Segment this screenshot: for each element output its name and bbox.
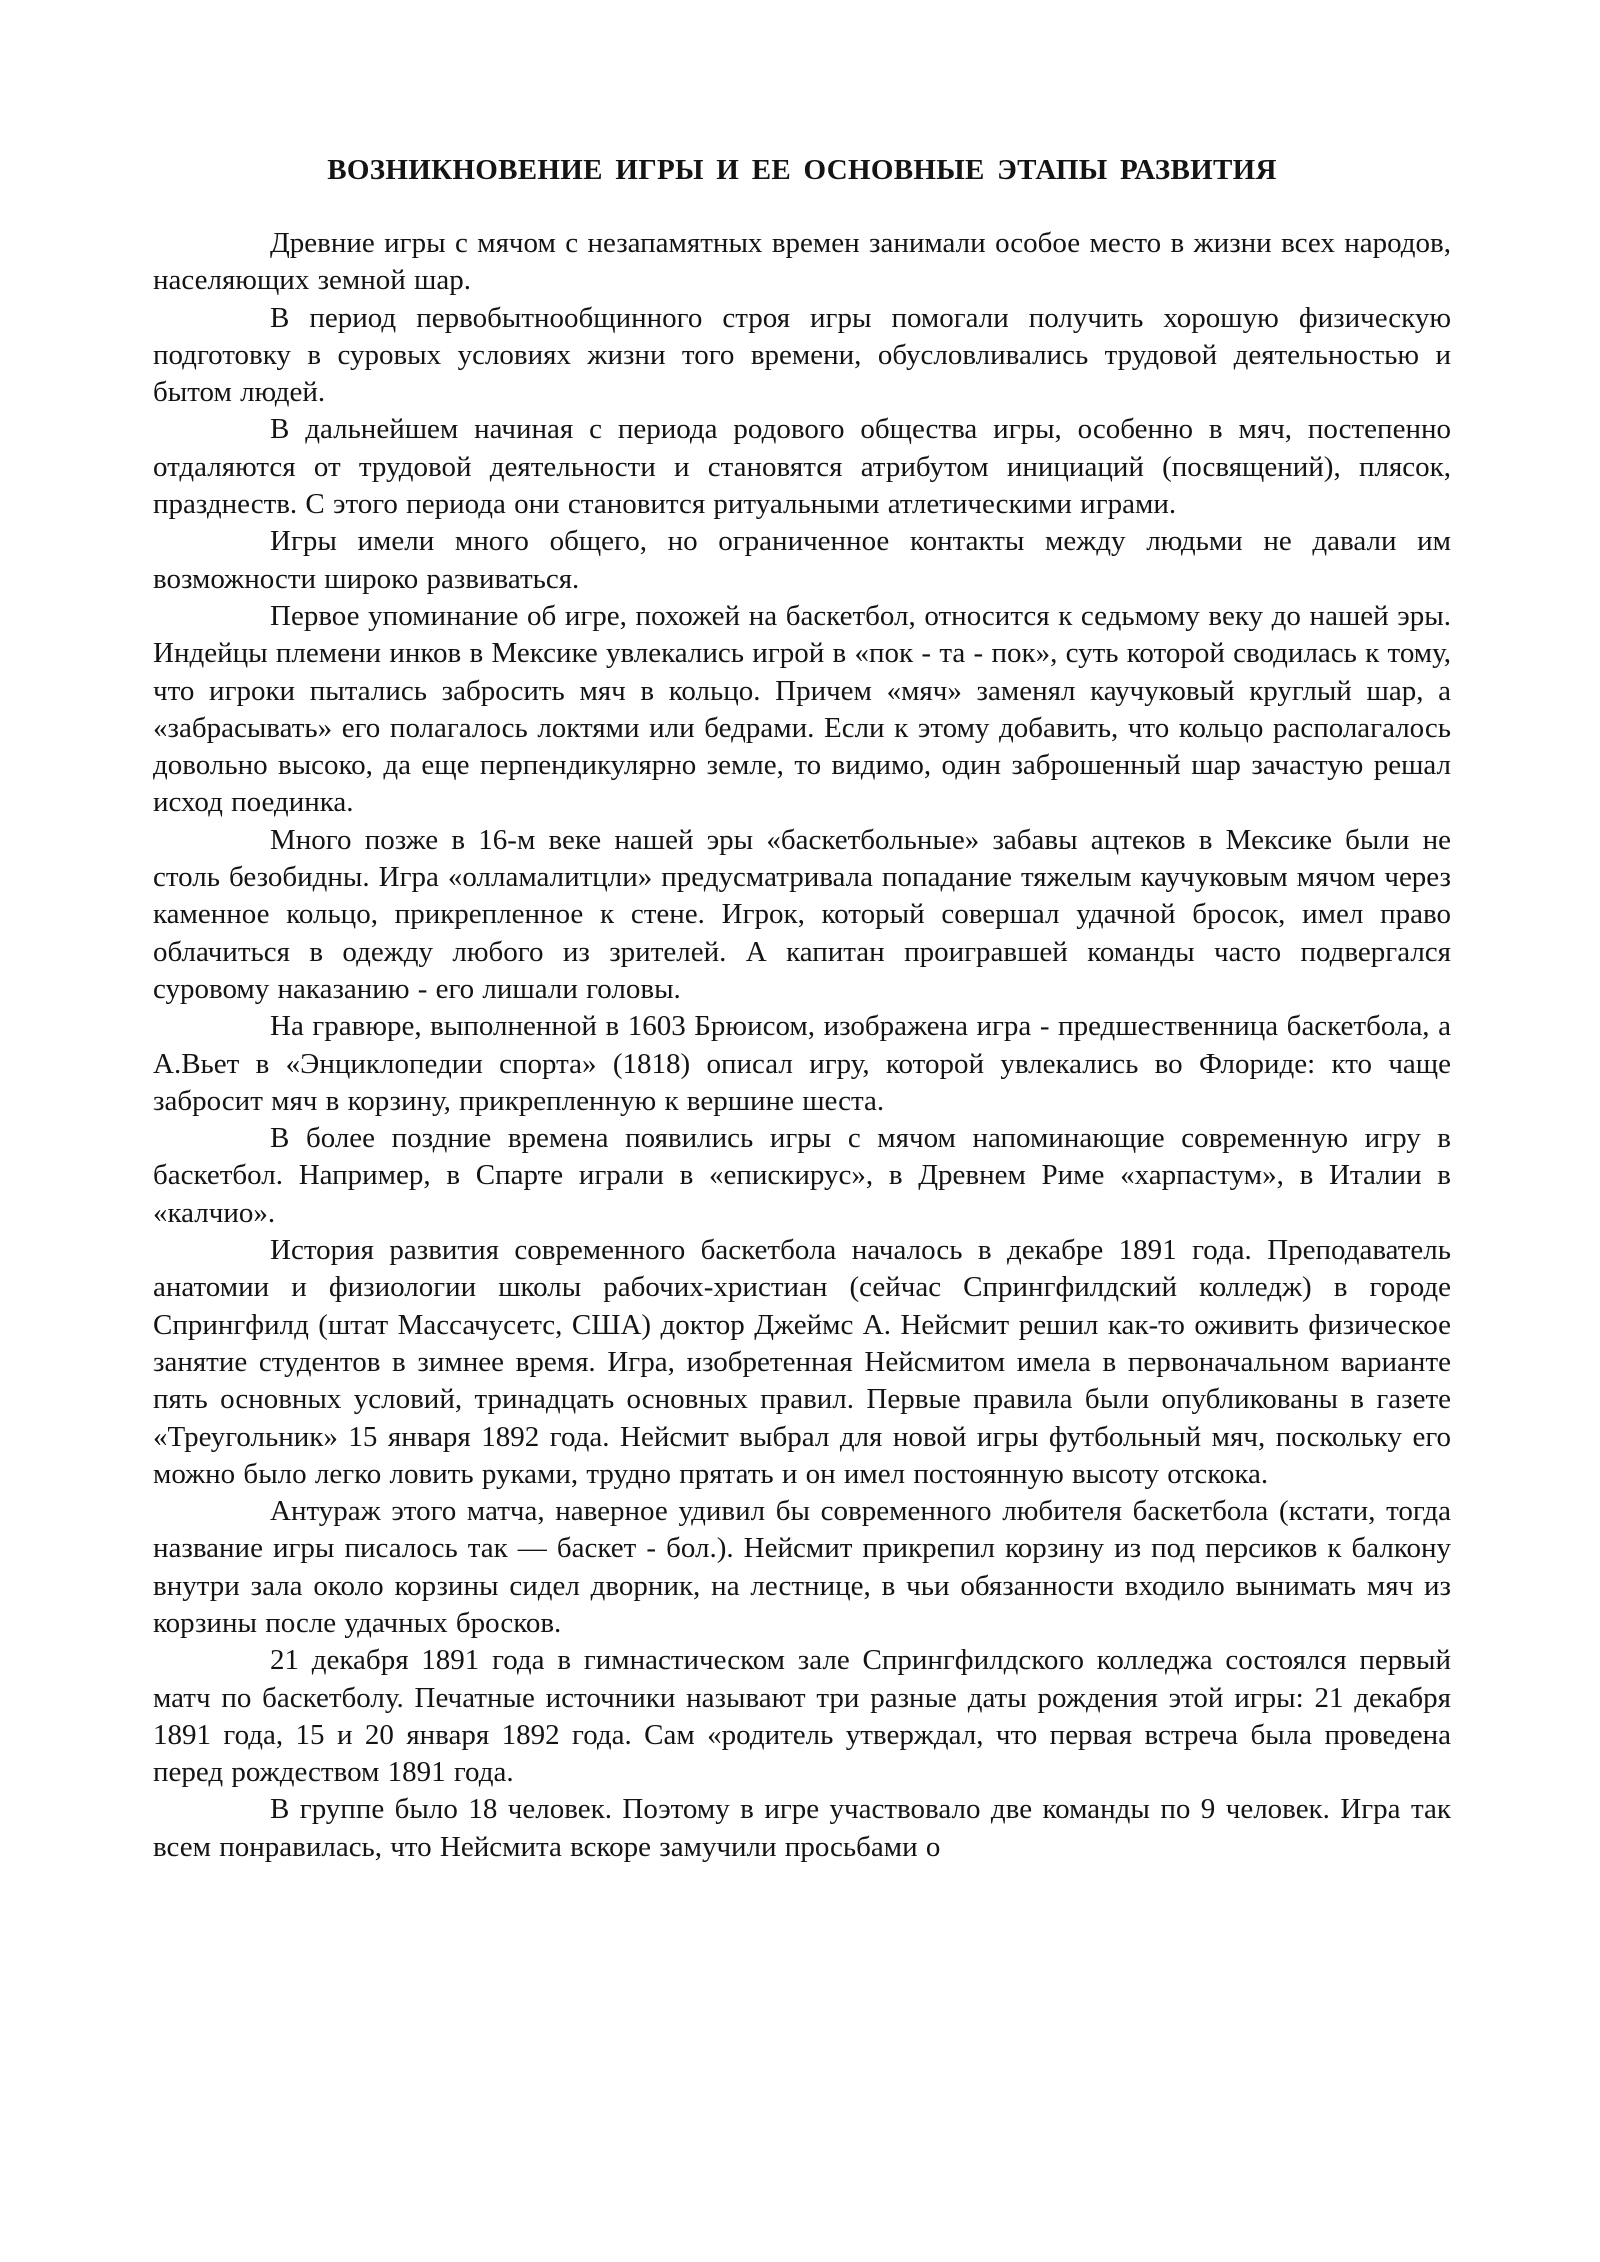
paragraph-3: В дальнейшем начиная с периода родового общества игры, особенно в мяч, постепенно отдаляются от трудовой деятельности и становятся атрибутом инициаций (посвящений), плясок, празднеств. С этого периода они становится ритуальными атлетическими играми.: [153, 413, 1451, 521]
paragraph-5: Первое упоминание об игре, похожей на баскетбол, относится к седьмому веку до нашей эры. Индейцы племени инков в Мексике увлекались игрой в «пок - та - пок», суть которой сводилась к тому, что игроки пытались забросить мяч в кольцо. Причем «мяч» заменял каучуковый круглый шар, а «забрасывать» его полагалось локтями или бедрами. Если к этому добавить, что кольцо располагалось довольно высоко, да еще перпендикулярно земле, то видимо, один заброшенный шар зачастую решал исход поединка.: [153, 599, 1451, 819]
paragraph-12: В группе было 18 человек. Поэтому в игре участвовало две команды по 9 человек. Игра так всем понравилась, что Нейсмита вскоре замучили просьбами о: [153, 1793, 1451, 1863]
paragraph-2: В период первобытнообщинного строя игры помогали получить хорошую физическую подготовку в суровых условиях жизни того времени, обусловливались трудовой деятельностью и бытом людей.: [153, 301, 1451, 409]
paragraph-11: 21 декабря 1891 года в гимнастическом зале Спрингфилдского колледжа состоялся первый матч по баскетболу. Печатные источники называют три разные даты рождения этой игры: 21 декабря 1891 года, 15 и 20 января 1892 года. Сам «родитель утверждал, что первая встреча была проведена перед рождеством 1891 года.: [153, 1644, 1451, 1789]
paragraph-4: Игры имели много общего, но ограниченное контакты между людьми не давали им возможности широко развиваться.: [153, 525, 1451, 595]
paragraph-8: В более поздние времена появились игры с мячом напоминающие современную игру в баскетбол. Например, в Спарте играли в «епискирус», в Древнем Риме «харпастум», в Италии в «калчио».: [153, 1122, 1451, 1229]
paragraph-1: Древние игры с мячом с незапамятных времен занимали особое место в жизни всех народов, населяющих земной шар.: [153, 227, 1451, 297]
paragraph-9: История развития современного баскетбола началось в декабре 1891 года. Преподаватель анатомии и физиологии школы рабочих-христиан (сейчас Спрингфилдский колледж) в городе Спрингфилд (штат Массачусетс, США) доктор Джеймс А. Нейсмит решил как-то оживить физическое занятие студентов в зимнее время. Игра, изобретенная Нейсмитом имела в первоначальном варианте пять основных условий, тринадцать основных правил. Первые правила были опубликованы в газете «Треугольник» 15 января 1892 года. Нейсмит выбрал для новой игры футбольный мяч, поскольку его можно было легко ловить руками, трудно прятать и он имел постоянную высоту отскока.: [153, 1234, 1451, 1490]
paragraph-6: Много позже в 16-м веке нашей эры «баскетбольные» забавы ацтеков в Мексике были не столь безобидны. Игра «олламалитцли» предусматривала попадание тяжелым каучуковым мячом через каменное кольцо, прикрепленное к стене. Игрок, который совершал удачной бросок, имел право облачиться в одежду любого из зрителей. А капитан проигравшей команды часто подвергался суровому наказанию - его лишали головы.: [153, 823, 1451, 1005]
paragraph-10: Антураж этого матча, наверное удивил бы современного любителя баскетбола (кстати, тогда название игры писалось так — баскет - бол.). Нейсмит прикрепил корзину из под персиков к балкону внутри зала около корзины сидел дворник, на лестнице, в чьи обязанности входило вынимать мяч из корзины после удачных бросков.: [153, 1495, 1451, 1639]
paragraph-7: На гравюре, выполненной в 1603 Брюисом, изображена игра - предшественница баскетбола, а А.Вьет в «Энциклопедии спорта» (1818) описал игру, которой увлекались во Флориде: кто чаще забросит мяч в корзину, прикрепленную к вершине шеста.: [153, 1010, 1451, 1117]
document-title: ВОЗНИКНОВЕНИЕ ИГРЫ И ЕЕ ОСНОВНЫЕ ЭТАПЫ РАЗВИТИЯ: [327, 154, 1277, 186]
document-page: [153, 150, 1451, 1866]
